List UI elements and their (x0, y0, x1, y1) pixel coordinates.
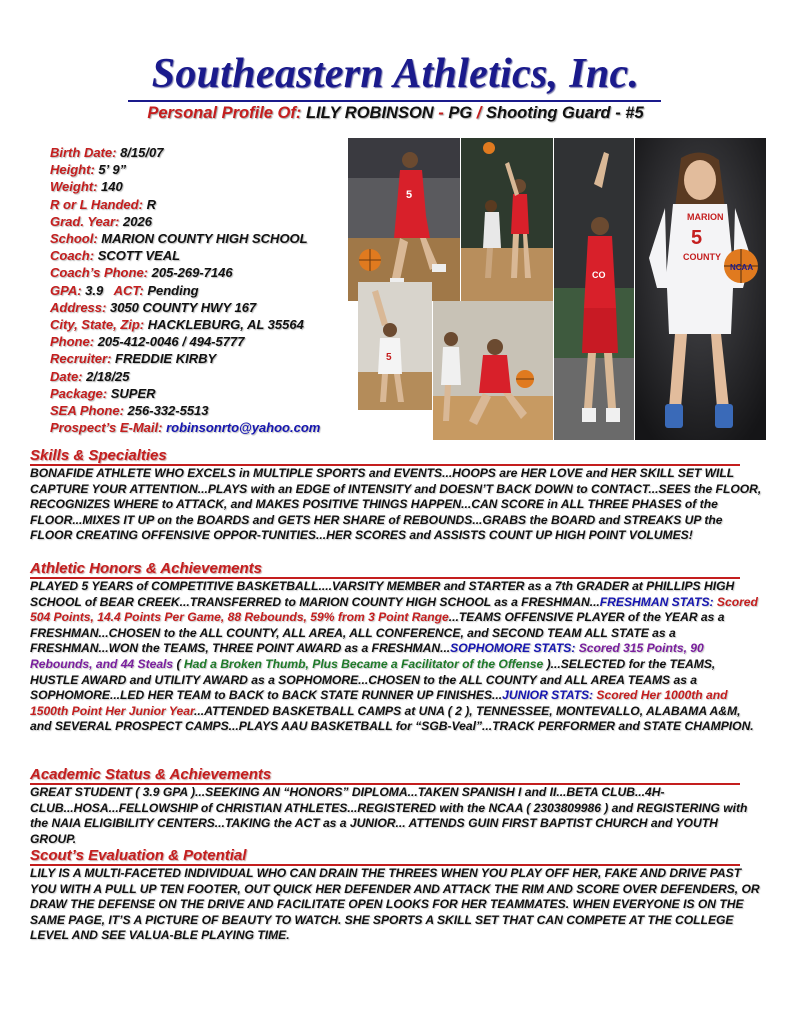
section-text-honors (30, 579, 765, 735)
photo-player-dribble (433, 301, 553, 440)
sophomore-stats-label: SOPHOMORE STATS: (450, 641, 576, 656)
profile-subtitle (0, 104, 791, 123)
page-title: Southeastern Athletics, Inc. (151, 51, 640, 97)
info-label: R or L Handed: (50, 196, 143, 212)
info-value: 3.9 (85, 282, 104, 298)
info-birth-date (50, 144, 390, 161)
info-label: GPA: (50, 282, 82, 298)
info-sea-phone (50, 402, 390, 419)
info-grad-year (50, 213, 390, 230)
info-handed (50, 196, 390, 213)
info-value: Pending (147, 282, 199, 298)
subtitle-name: LILY ROBINSON (305, 104, 434, 122)
info-label: Coach: (50, 248, 95, 264)
info-coach (50, 247, 390, 264)
info-value: 2026 (123, 213, 152, 229)
info-label: Package: (50, 385, 108, 401)
subtitle-position2: Shooting Guard - #5 (485, 104, 644, 122)
ball-logo: NCAA (730, 263, 754, 272)
jersey-text-bottom: COUNTY (683, 252, 721, 262)
info-coach-phone (50, 264, 390, 281)
subtitle-sep2: / (472, 104, 486, 122)
info-value: 5’ 9” (98, 162, 127, 178)
info-label: Prospect’s E-Mail: (50, 420, 163, 436)
info-value: 256-332-5513 (127, 403, 209, 419)
paren-close: ) (543, 656, 551, 671)
freshman-stats: Scored 504 Points, 14.4 Points Per Game, 88 Rebounds, 59% from 3 Point Range (30, 594, 758, 625)
paren-open: ( (173, 656, 184, 671)
section-heading-honors: Athletic Honors & Achievements (30, 560, 740, 579)
sophomore-stats: Scored 315 Points, 90 Rebounds, and 44 Steals (30, 641, 704, 671)
info-label: ACT: (113, 282, 144, 298)
info-value: R (146, 196, 156, 212)
info-label: Coach’s Phone: (50, 265, 149, 281)
info-address (50, 299, 390, 316)
section-heading-academic: Academic Status & Achievements (30, 766, 740, 785)
info-value: 3050 COUNTY HWY 167 (109, 299, 257, 315)
subtitle-position: PG (448, 104, 473, 122)
info-city-state-zip (50, 316, 390, 333)
info-weight (50, 178, 390, 195)
profile-info-list (50, 144, 390, 436)
photo-collage (348, 138, 766, 440)
info-phone (50, 333, 390, 350)
jersey-text-top: MARION (687, 212, 724, 222)
info-package (50, 385, 390, 402)
info-value: SUPER (110, 385, 156, 401)
freshman-stats-label: FRESHMAN STATS: (599, 594, 714, 609)
info-label: Date: (50, 368, 83, 384)
info-school (50, 230, 390, 247)
info-label: Phone: (50, 334, 95, 350)
info-label: Birth Date: (50, 145, 117, 160)
honors-part-2: ...TEAMS OFFENSIVE PLAYER of the YEAR as a FRESHMAN...CHOSEN to the ALL COUNTY, ALL AREA, ALL CONFERENCE, and SECOND TEAM ALL STATE as a FRESHMAN...WON the TEAMS, THREE POINT AWARD as a FRESHMAN... (30, 610, 725, 656)
info-value: 2/18/25 (86, 368, 130, 384)
info-value: HACKLEBURG, AL 35564 (147, 317, 304, 333)
info-label: Grad. Year: (50, 213, 120, 229)
photo-player-jumpshot (554, 138, 634, 440)
email-link[interactable]: robinsonrto@yahoo.com (166, 420, 321, 436)
svg-text:CO: CO (592, 270, 606, 280)
info-label: SEA Phone: (50, 403, 124, 419)
section-text-skills: BONAFIDE ATHLETE WHO EXCELS in MULTIPLE SPORTS and EVENTS...HOOPS are HER LOVE and HER SKILL SET WILL CAPTURE YOUR ATTENTION...PLAYS with an EDGE of INTENSITY and DOESN’T BACK DOWN to CONTACT...SEES the FLOOR, RECOGNIZES WHERE to ATTACK, and MAKES POSITIVE THINGS HAPPEN...CAN SCORE in ALL THREE PHASES of the FLOOR...MIXES IT UP on the BOARDS and GETS HER SHARE of REBOUNDS...GRABS the BOARD and STREAKS UP the FLOOR CREATING OFFENSIVE OPPOR-TUNITIES...HER SCORES and ASSISTS COUNT UP HIGH POINT VOLUMES! (30, 466, 762, 543)
info-value: 205-412-0046 / 494-5777 (97, 334, 245, 350)
section-heading-skills: Skills & Specialties (30, 447, 740, 466)
subtitle-label: Personal Profile Of: (147, 104, 302, 122)
info-date (50, 368, 390, 385)
honors-part-1: PLAYED 5 YEARS of COMPETITIVE BASKETBALL....VARSITY MEMBER and STARTER as a 7th GRADER at PHILLIPS HIGH SCHOOL of BEAR CREEK...TRANSFERRED to MARION COUNTY HIGH SCHOOL as a FRESHMAN... (30, 579, 735, 609)
photo-player-layup (358, 282, 432, 410)
subtitle-sep1: - (433, 104, 449, 122)
section-text-academic: GREAT STUDENT ( 3.9 GPA )...SEEKING AN “HONORS” DIPLOMA...TAKEN SPANISH I and II...BETA CLUB...4H-CLUB...HOSA...FELLOWSHIP of CHRISTIAN ATHLETES...REGISTERED with the NCAA ( 2303809986 ) and REGISTERING with the NAIA ELIGIBILITY CENTERS...TAKING the ACT as a JUNIOR... ATTENDS GUIN FIRST BAPTIST CHURCH and YOUTH GROUP. (30, 785, 748, 846)
section-text-scout: LILY IS A MULTI-FACETED INDIVIDUAL WHO CAN DRAIN THE THREES WHEN YOU PLAY OFF HER, FAKE AND DRIVE PAST YOU WITH A PULL UP TEN FOOTER, OUT QUICK HER DEFENDER AND ATTACK THE RIM AND SCORE OVER DEFENDERS, OR DRAW THE DEFENSE ON THE DRIVE AND FACILITATE OPEN LOOKS FOR HER TEAMMATES. WHEN EVERYONE IS ON THE SAME PAGE, IT’S A PICTURE OF BEAUTY TO WATCH. SHE SPORTS A SKILL SET THAT CAN COMPETE AT THE COLLEGE LEVEL AND SEE VALUA-BLE PLAYING TIME. (30, 866, 760, 943)
info-label: School: (50, 231, 98, 247)
info-value: MARION COUNTY HIGH SCHOOL (101, 231, 308, 247)
photo-player-driving (348, 138, 460, 301)
info-height (50, 161, 390, 178)
junior-stats-label: JUNIOR STATS: (502, 688, 594, 703)
info-value: 205-269-7146 (151, 265, 233, 281)
info-label: Address: (50, 299, 107, 315)
svg-text:5: 5 (386, 352, 392, 363)
info-value: FREDDIE KIRBY (115, 351, 217, 367)
title-underline (128, 100, 661, 102)
info-email (50, 419, 390, 436)
honors-part-3: ...SELECTED for the TEAMS, HUSTLE AWARD and UTILITY AWARD as a SOPHOMORE...CHOSEN to the ALL COUNTY and ALL AREA TEAMS as a SOPHOMORE...LED HER TEAM to BACK to BACK STATE RUNNER UP FINISHES... (30, 656, 716, 703)
sophomore-note: Had a Broken Thumb, Plus Became a Facilitator of the Offense (183, 656, 544, 671)
info-gpa-act (50, 282, 390, 299)
info-label: Height: (50, 162, 95, 178)
jersey-number: 5 (691, 227, 703, 249)
photo-player-shooting (461, 138, 553, 301)
info-value: SCOTT VEAL (97, 248, 181, 264)
info-label: City, State, Zip: (50, 317, 145, 333)
photo-player-portrait (635, 138, 766, 440)
junior-stats: Scored Her 1000th and 1500th Point Her Junior Year (30, 688, 728, 718)
info-label: Weight: (50, 179, 98, 195)
jersey-number-small: 5 (406, 189, 413, 201)
info-label: Recruiter: (50, 351, 112, 367)
section-heading-scout: Scout’s Evaluation & Potential (30, 847, 740, 866)
info-recruiter (50, 350, 390, 367)
info-value: 8/15/07 (120, 145, 164, 160)
honors-part-4: ...ATTENDED BASKETBALL CAMPS at UNA ( 2 ), TENNESSEE, MONTEVALLO, ALABAMA A&M, and SEVERAL PROSPECT CAMPS...PLAYS AAU BASKETBALL for “SGB-Veal”...TRACK PERFORMER and STATE CHAMPION. (30, 703, 754, 734)
info-value: 140 (101, 179, 123, 195)
